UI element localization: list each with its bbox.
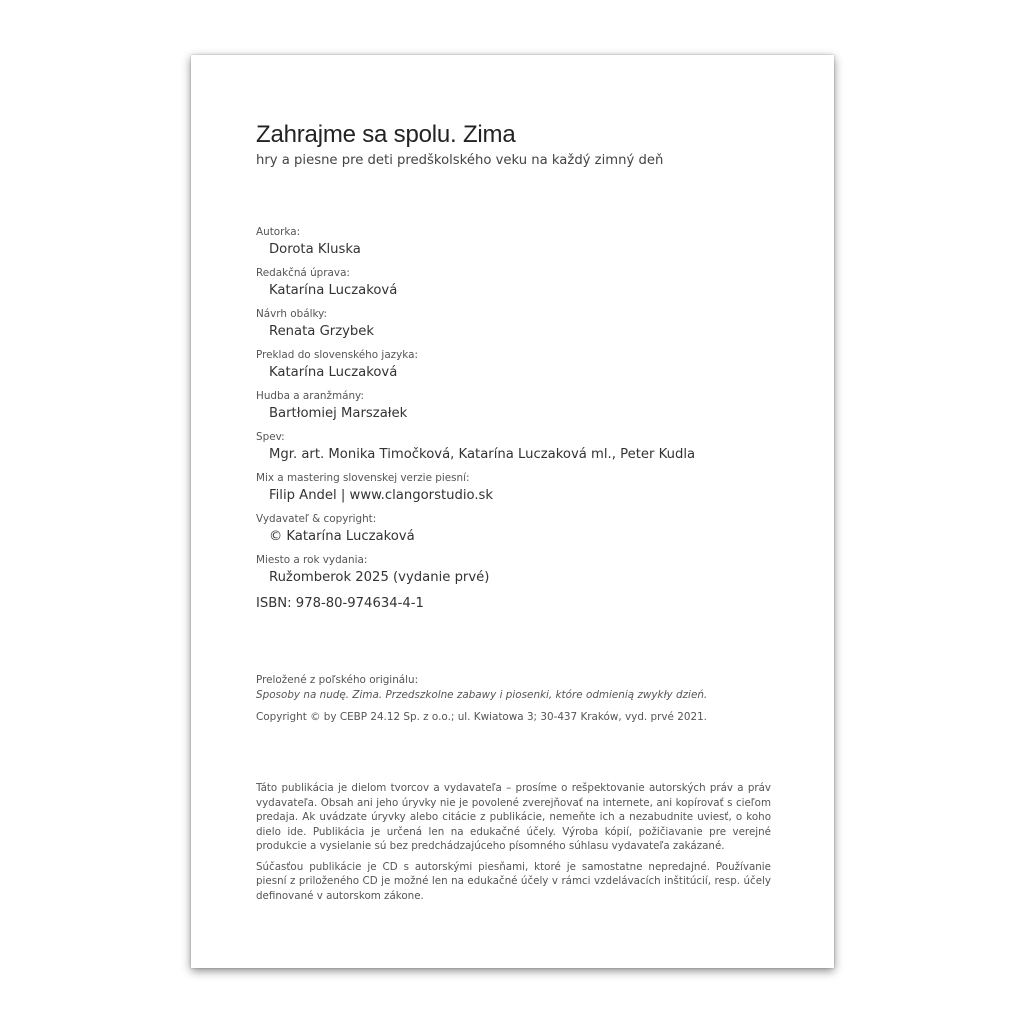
credit-translation: [256, 349, 695, 384]
book-subtitle: hry a piesne pre deti predškolského veku na každý zimný deň: [256, 153, 664, 168]
credit-editor: [256, 267, 695, 302]
credit-value: Filip Andel | www.clangorstudio.sk: [269, 488, 494, 503]
book-title: Zahrajme sa spolu. Zima: [256, 121, 516, 148]
copyright-notice: [256, 781, 771, 909]
credit-value: Dorota Kluska: [269, 242, 361, 257]
notice-paragraph: Súčasťou publikácie je CD s autorskými piesňami, ktoré je samostatne nepredajné. Používanie piesní z priloženého CD je možné len na edukačné účely v rámci vzdelávacích inštitúcií, resp. účely definované v autorskom zákone.: [256, 860, 771, 902]
credit-value: © Katarína Luczaková: [269, 529, 415, 544]
book-page: [191, 55, 834, 968]
credit-label: Spev:: [256, 431, 285, 443]
credit-label: Redakčná úprava:: [256, 267, 350, 279]
original-title: Sposoby na nudę. Zima. Przedszkolne zabawy i piosenki, które odmienią zwykły dzień.: [256, 689, 708, 701]
notice-paragraph: Táto publikácia je dielom tvorcov a vydavateľa – prosíme o rešpektovanie autorských práv a práv vydavateľa. Obsah ani jeho úryvky nie je povolené zverejňovať na internete, ani kopírovať s cieľom predaja. Ak uvádzate úryvky alebo citácie z publikácie, nemeňte ich a nezabudnite uviesť, o koho dielo ide. Publikácia je určená len na edukačné účely. Výroba kópií, požičiavanie pre verejné produkcie a vysielanie sú bez predchádzajúceho písomného súhlasu vydavateľa zakázané.: [256, 782, 771, 852]
credit-mix-mastering: [256, 472, 695, 507]
credits-list: [256, 226, 695, 613]
isbn: ISBN: 978-80-974634-4-1: [256, 596, 424, 611]
credit-label: Vydavateľ & copyright:: [256, 513, 377, 525]
credit-value: Katarína Luczaková: [269, 365, 398, 380]
credit-vocals: [256, 431, 695, 466]
credit-value: Katarína Luczaková: [269, 283, 398, 298]
credit-music: [256, 390, 695, 425]
credit-label: Mix a mastering slovenskej verzie piesní:: [256, 472, 470, 484]
original-copyright: Copyright © by CEBP 24.12 Sp. z o.o.; ul. Kwiatowa 3; 30-437 Kraków, vyd. prvé 2021.: [256, 711, 707, 723]
credit-value: Mgr. art. Monika Timočková, Katarína Luczaková ml., Peter Kudla: [269, 447, 696, 462]
credit-cover-design: [256, 308, 695, 343]
credit-value: Renata Grzybek: [269, 324, 375, 339]
credit-author: [256, 226, 695, 261]
original-edition: [256, 673, 707, 725]
credit-label: Miesto a rok vydania:: [256, 554, 368, 566]
credit-publisher: [256, 513, 695, 548]
credit-label: Návrh obálky:: [256, 308, 328, 320]
credit-value: Ružomberok 2025 (vydanie prvé): [269, 570, 490, 585]
credit-value: Bartłomiej Marszałek: [269, 406, 408, 421]
credit-label: Hudba a aranžmány:: [256, 390, 364, 402]
original-label: Preložené z poľského originálu:: [256, 674, 419, 686]
credit-label: Preklad do slovenského jazyka:: [256, 349, 418, 361]
credit-label: Autorka:: [256, 226, 301, 238]
credit-place-year: [256, 554, 695, 589]
